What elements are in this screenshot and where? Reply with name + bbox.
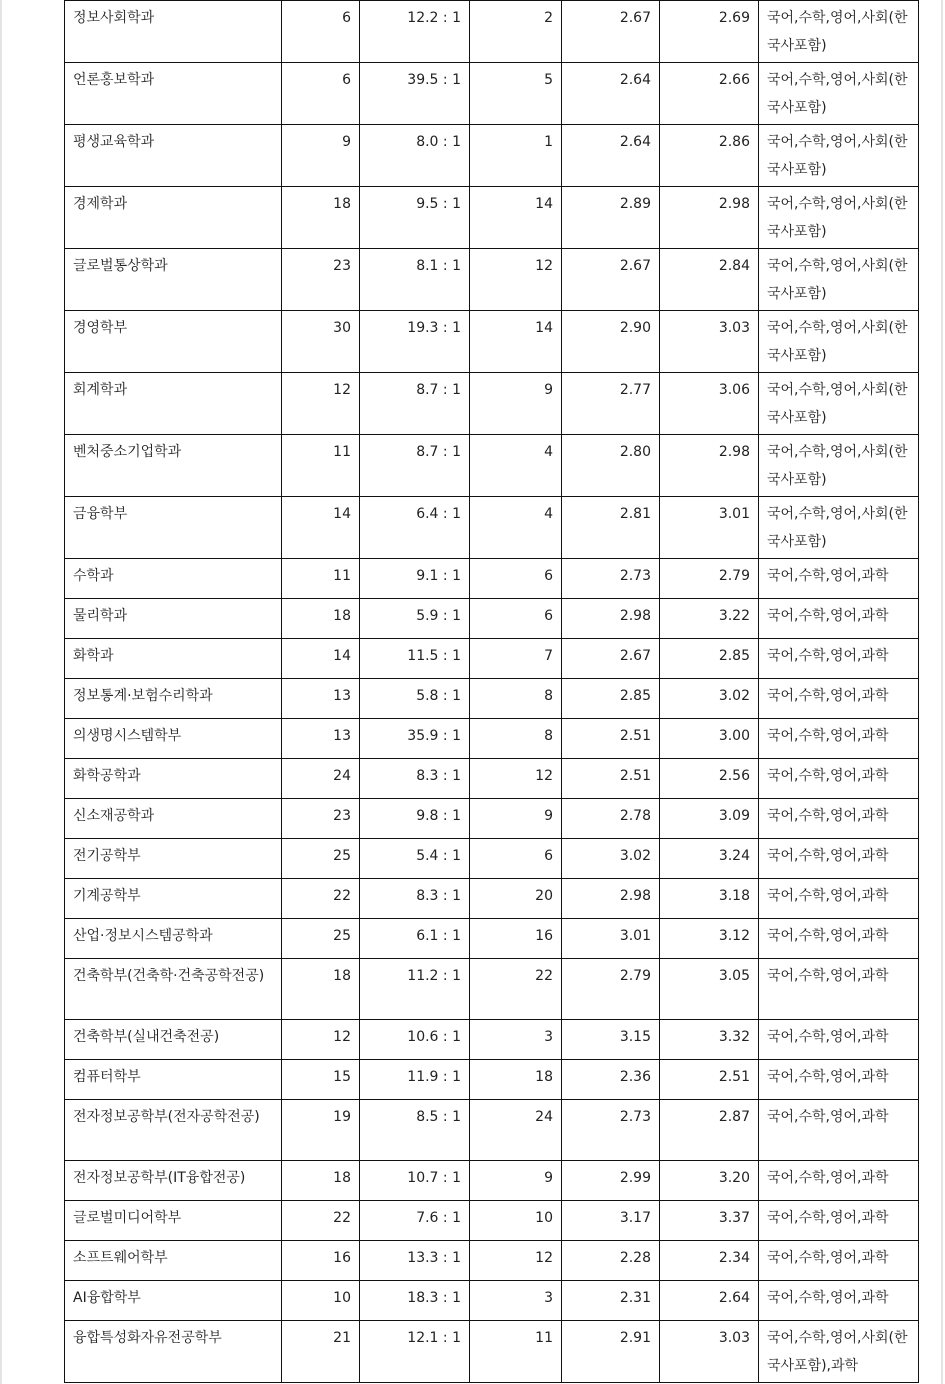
cutoff-grade-cell: 3.32 [660,1020,759,1060]
cutoff-grade-cell: 2.56 [660,759,759,799]
competition-ratio-cell: 11.9 : 1 [360,1060,470,1100]
table-row [65,679,919,719]
subjects-cell: 국어,수학,영어,과학 [759,879,919,919]
subjects-cell: 국어,수학,영어,과학 [759,679,919,719]
department-name-cell: 글로벌미디어학부 [65,1201,282,1241]
subjects-cell: 국어,수학,영어,과학 [759,919,919,959]
waitlist-cell: 18 [470,1060,562,1100]
cutoff-grade-cell: 3.06 [660,373,759,435]
quota-cell: 25 [282,839,360,879]
department-name-cell: 기계공학부 [65,879,282,919]
department-name-cell: 전자정보공학부(전자공학전공) [65,1100,282,1161]
quota-cell: 11 [282,435,360,497]
table-row [65,639,919,679]
cutoff-grade-cell: 3.24 [660,839,759,879]
average-grade-cell: 2.73 [562,559,660,599]
cutoff-grade-cell: 2.87 [660,1100,759,1161]
competition-ratio-cell: 7.6 : 1 [360,1201,470,1241]
waitlist-cell: 14 [470,311,562,373]
table-row [65,311,919,373]
quota-cell: 18 [282,1161,360,1201]
table-row [65,599,919,639]
department-name-cell: 언론홍보학과 [65,63,282,125]
competition-ratio-cell: 8.3 : 1 [360,759,470,799]
table-body [65,1,919,1383]
cutoff-grade-cell: 2.64 [660,1281,759,1321]
average-grade-cell: 2.98 [562,599,660,639]
table-row [65,373,919,435]
cutoff-grade-cell: 3.05 [660,959,759,1020]
quota-cell: 6 [282,1,360,63]
competition-ratio-cell: 9.8 : 1 [360,799,470,839]
quota-cell: 18 [282,959,360,1020]
department-name-cell: 소프트웨어학부 [65,1241,282,1281]
department-name-cell: AI융합학부 [65,1281,282,1321]
subjects-cell: 국어,수학,영어,과학 [759,839,919,879]
department-name-cell: 화학과 [65,639,282,679]
subjects-cell: 국어,수학,영어,사회(한국사포함),과학 [759,1321,919,1383]
department-name-cell: 경제학과 [65,187,282,249]
competition-ratio-cell: 5.8 : 1 [360,679,470,719]
quota-cell: 14 [282,639,360,679]
subjects-cell: 국어,수학,영어,과학 [759,599,919,639]
table-row [65,839,919,879]
subjects-cell: 국어,수학,영어,사회(한국사포함) [759,497,919,559]
average-grade-cell: 2.64 [562,63,660,125]
competition-ratio-cell: 35.9 : 1 [360,719,470,759]
waitlist-cell: 1 [470,125,562,187]
cutoff-grade-cell: 3.12 [660,919,759,959]
subjects-cell: 국어,수학,영어,사회(한국사포함) [759,125,919,187]
waitlist-cell: 6 [470,599,562,639]
table-row [65,1161,919,1201]
table-row [65,559,919,599]
table-row [65,1241,919,1281]
quota-cell: 18 [282,187,360,249]
subjects-cell: 국어,수학,영어,과학 [759,1060,919,1100]
quota-cell: 10 [282,1281,360,1321]
quota-cell: 11 [282,559,360,599]
average-grade-cell: 2.28 [562,1241,660,1281]
table-row [65,1020,919,1060]
table-row [65,959,919,1020]
competition-ratio-cell: 6.1 : 1 [360,919,470,959]
average-grade-cell: 2.80 [562,435,660,497]
quota-cell: 23 [282,799,360,839]
competition-ratio-cell: 12.1 : 1 [360,1321,470,1383]
average-grade-cell: 2.67 [562,639,660,679]
subjects-cell: 국어,수학,영어,과학 [759,1100,919,1161]
waitlist-cell: 8 [470,679,562,719]
department-name-cell: 전기공학부 [65,839,282,879]
average-grade-cell: 3.02 [562,839,660,879]
subjects-cell: 국어,수학,영어,사회(한국사포함) [759,187,919,249]
page-edge-right [941,0,943,1384]
department-name-cell: 벤처중소기업학과 [65,435,282,497]
quota-cell: 16 [282,1241,360,1281]
table-row [65,1,919,63]
subjects-cell: 국어,수학,영어,과학 [759,959,919,1020]
table-row [65,63,919,125]
competition-ratio-cell: 9.1 : 1 [360,559,470,599]
cutoff-grade-cell: 2.51 [660,1060,759,1100]
average-grade-cell: 2.78 [562,799,660,839]
quota-cell: 23 [282,249,360,311]
department-name-cell: 신소재공학과 [65,799,282,839]
cutoff-grade-cell: 2.86 [660,125,759,187]
department-name-cell: 경영학부 [65,311,282,373]
competition-ratio-cell: 5.4 : 1 [360,839,470,879]
competition-ratio-cell: 39.5 : 1 [360,63,470,125]
table-row [65,435,919,497]
average-grade-cell: 2.31 [562,1281,660,1321]
competition-ratio-cell: 5.9 : 1 [360,599,470,639]
average-grade-cell: 2.51 [562,719,660,759]
waitlist-cell: 14 [470,187,562,249]
average-grade-cell: 2.64 [562,125,660,187]
waitlist-cell: 24 [470,1100,562,1161]
average-grade-cell: 2.36 [562,1060,660,1100]
cutoff-grade-cell: 3.03 [660,1321,759,1383]
subjects-cell: 국어,수학,영어,사회(한국사포함) [759,373,919,435]
department-name-cell: 수학과 [65,559,282,599]
quota-cell: 19 [282,1100,360,1161]
waitlist-cell: 22 [470,959,562,1020]
department-name-cell: 융합특성화자유전공학부 [65,1321,282,1383]
table-row [65,1060,919,1100]
average-grade-cell: 2.90 [562,311,660,373]
waitlist-cell: 9 [470,1161,562,1201]
competition-ratio-cell: 8.3 : 1 [360,879,470,919]
quota-cell: 15 [282,1060,360,1100]
admissions-results-table [64,0,919,1383]
department-name-cell: 건축학부(건축학·건축공학전공) [65,959,282,1020]
department-name-cell: 전자정보공학부(IT융합전공) [65,1161,282,1201]
department-name-cell: 산업·정보시스템공학과 [65,919,282,959]
competition-ratio-cell: 10.7 : 1 [360,1161,470,1201]
competition-ratio-cell: 9.5 : 1 [360,187,470,249]
department-name-cell: 금융학부 [65,497,282,559]
subjects-cell: 국어,수학,영어,사회(한국사포함) [759,311,919,373]
competition-ratio-cell: 8.5 : 1 [360,1100,470,1161]
subjects-cell: 국어,수학,영어,과학 [759,1020,919,1060]
competition-ratio-cell: 19.3 : 1 [360,311,470,373]
quota-cell: 12 [282,1020,360,1060]
table-row [65,249,919,311]
department-name-cell: 평생교육학과 [65,125,282,187]
cutoff-grade-cell: 2.69 [660,1,759,63]
quota-cell: 14 [282,497,360,559]
competition-ratio-cell: 8.7 : 1 [360,435,470,497]
cutoff-grade-cell: 3.20 [660,1161,759,1201]
quota-cell: 12 [282,373,360,435]
average-grade-cell: 2.67 [562,1,660,63]
average-grade-cell: 2.99 [562,1161,660,1201]
average-grade-cell: 3.17 [562,1201,660,1241]
competition-ratio-cell: 18.3 : 1 [360,1281,470,1321]
quota-cell: 13 [282,679,360,719]
waitlist-cell: 10 [470,1201,562,1241]
average-grade-cell: 2.89 [562,187,660,249]
cutoff-grade-cell: 3.00 [660,719,759,759]
competition-ratio-cell: 6.4 : 1 [360,497,470,559]
table-row [65,759,919,799]
waitlist-cell: 9 [470,373,562,435]
waitlist-cell: 2 [470,1,562,63]
department-name-cell: 컴퓨터학부 [65,1060,282,1100]
table-row [65,1201,919,1241]
subjects-cell: 국어,수학,영어,과학 [759,1281,919,1321]
average-grade-cell: 3.15 [562,1020,660,1060]
waitlist-cell: 3 [470,1281,562,1321]
subjects-cell: 국어,수학,영어,과학 [759,559,919,599]
subjects-cell: 국어,수학,영어,사회(한국사포함) [759,1,919,63]
department-name-cell: 건축학부(실내건축전공) [65,1020,282,1060]
competition-ratio-cell: 10.6 : 1 [360,1020,470,1060]
average-grade-cell: 2.67 [562,249,660,311]
table-row [65,879,919,919]
cutoff-grade-cell: 3.09 [660,799,759,839]
cutoff-grade-cell: 3.02 [660,679,759,719]
quota-cell: 22 [282,1201,360,1241]
subjects-cell: 국어,수학,영어,과학 [759,1161,919,1201]
waitlist-cell: 20 [470,879,562,919]
table-row [65,799,919,839]
table-row [65,125,919,187]
waitlist-cell: 12 [470,1241,562,1281]
quota-cell: 24 [282,759,360,799]
competition-ratio-cell: 12.2 : 1 [360,1,470,63]
subjects-cell: 국어,수학,영어,과학 [759,639,919,679]
waitlist-cell: 7 [470,639,562,679]
table-row [65,1100,919,1161]
subjects-cell: 국어,수학,영어,과학 [759,1201,919,1241]
table-row [65,1321,919,1383]
average-grade-cell: 2.98 [562,879,660,919]
waitlist-cell: 6 [470,839,562,879]
cutoff-grade-cell: 3.37 [660,1201,759,1241]
average-grade-cell: 3.01 [562,919,660,959]
average-grade-cell: 2.81 [562,497,660,559]
waitlist-cell: 4 [470,497,562,559]
department-name-cell: 회계학과 [65,373,282,435]
average-grade-cell: 2.79 [562,959,660,1020]
subjects-cell: 국어,수학,영어,과학 [759,719,919,759]
subjects-cell: 국어,수학,영어,사회(한국사포함) [759,249,919,311]
average-grade-cell: 2.85 [562,679,660,719]
subjects-cell: 국어,수학,영어,사회(한국사포함) [759,63,919,125]
cutoff-grade-cell: 2.98 [660,187,759,249]
quota-cell: 25 [282,919,360,959]
department-name-cell: 글로벌통상학과 [65,249,282,311]
waitlist-cell: 11 [470,1321,562,1383]
competition-ratio-cell: 8.7 : 1 [360,373,470,435]
cutoff-grade-cell: 2.85 [660,639,759,679]
subjects-cell: 국어,수학,영어,사회(한국사포함) [759,435,919,497]
waitlist-cell: 4 [470,435,562,497]
waitlist-cell: 5 [470,63,562,125]
subjects-cell: 국어,수학,영어,과학 [759,799,919,839]
page-edge-left [0,0,2,1384]
table-row [65,1281,919,1321]
competition-ratio-cell: 11.2 : 1 [360,959,470,1020]
table-row [65,919,919,959]
table-row [65,497,919,559]
department-name-cell: 물리학과 [65,599,282,639]
cutoff-grade-cell: 2.34 [660,1241,759,1281]
waitlist-cell: 6 [470,559,562,599]
competition-ratio-cell: 8.0 : 1 [360,125,470,187]
admissions-table-container [64,0,919,1383]
cutoff-grade-cell: 2.66 [660,63,759,125]
waitlist-cell: 9 [470,799,562,839]
waitlist-cell: 16 [470,919,562,959]
competition-ratio-cell: 13.3 : 1 [360,1241,470,1281]
cutoff-grade-cell: 2.98 [660,435,759,497]
department-name-cell: 의생명시스템학부 [65,719,282,759]
average-grade-cell: 2.51 [562,759,660,799]
cutoff-grade-cell: 3.01 [660,497,759,559]
competition-ratio-cell: 11.5 : 1 [360,639,470,679]
cutoff-grade-cell: 3.22 [660,599,759,639]
department-name-cell: 정보통계·보험수리학과 [65,679,282,719]
cutoff-grade-cell: 3.03 [660,311,759,373]
table-row [65,187,919,249]
department-name-cell: 화학공학과 [65,759,282,799]
waitlist-cell: 12 [470,249,562,311]
cutoff-grade-cell: 2.79 [660,559,759,599]
waitlist-cell: 8 [470,719,562,759]
quota-cell: 21 [282,1321,360,1383]
quota-cell: 30 [282,311,360,373]
cutoff-grade-cell: 3.18 [660,879,759,919]
average-grade-cell: 2.77 [562,373,660,435]
subjects-cell: 국어,수학,영어,과학 [759,759,919,799]
waitlist-cell: 3 [470,1020,562,1060]
table-row [65,719,919,759]
quota-cell: 9 [282,125,360,187]
average-grade-cell: 2.91 [562,1321,660,1383]
quota-cell: 18 [282,599,360,639]
quota-cell: 22 [282,879,360,919]
waitlist-cell: 12 [470,759,562,799]
subjects-cell: 국어,수학,영어,과학 [759,1241,919,1281]
cutoff-grade-cell: 2.84 [660,249,759,311]
department-name-cell: 정보사회학과 [65,1,282,63]
quota-cell: 13 [282,719,360,759]
competition-ratio-cell: 8.1 : 1 [360,249,470,311]
quota-cell: 6 [282,63,360,125]
average-grade-cell: 2.73 [562,1100,660,1161]
